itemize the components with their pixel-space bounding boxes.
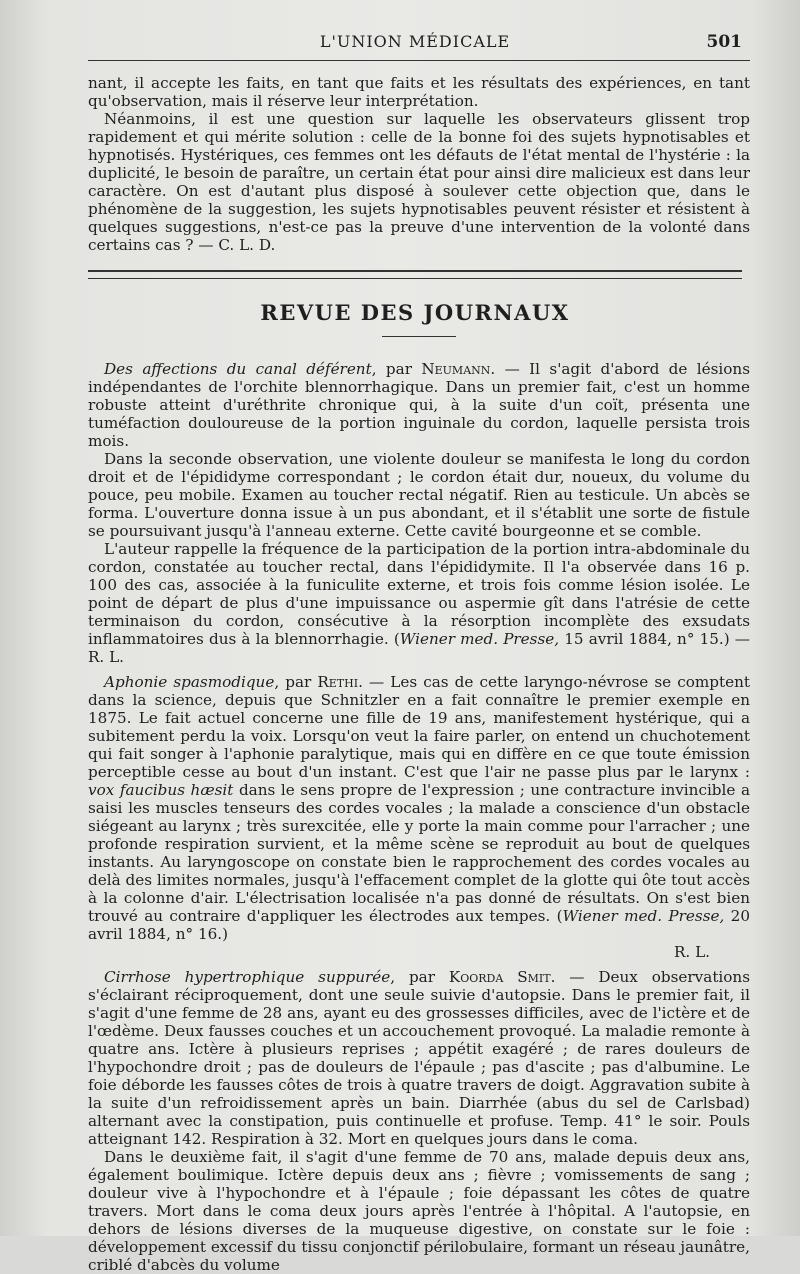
- article-3-author: Koorda Smit: [448, 968, 551, 986]
- page-header: [88, 32, 742, 54]
- article-2-text-b: dans le sens propre de l'expression ; une contracture invincible a saisi les muscles tenseurs des cordes vocales ; la malade a conscience d'un obstacle siégeant au larynx ; très surexcitée, elle y porte la main comme pour l'arracher ; une profonde respiration survient, et la même scène se reproduit au bout de quelques instants. Au laryngoscope on constate bien le rapprochement des cordes vocales au delà des limites normales, jusqu'à l'effacement complet de la glotte qui ôte tout accès à la colonne d'air. L'électrisation localisée n'a pas donné de résultats. On s'est bien trouvé au contraire d'appliquer les électrodes aux tempes. (: [88, 781, 750, 925]
- article-1-paragraph-1: [88, 360, 750, 450]
- article-2-paragraph-1: [88, 673, 750, 943]
- article-2-par: , par: [274, 673, 318, 691]
- running-title: L'UNION MÉDICALE: [319, 32, 511, 51]
- article-2-text-a: . — Les cas de cette laryngo-névrose se comptent dans la science, depuis que Schnitzler en a fait connaître le premier exemple en 1875. Le fait actuel concerne une fille de 19 ans, manifestement hystérique, qui a subitement perdu la voix. Lorsqu'on veut la faire parler, on entend un chuchotement qui fait songer à l'aphonie paralytique, mais qui en diffère en ce que toute émission perceptible cesse au bout d'un instant. C'est que l'air ne passe plus par le larynx :: [88, 673, 750, 781]
- intro-paragraph-2: Néanmoins, il est une question sur laquelle les observateurs glissent trop rapidement et qui mérite solution : celle de la bonne foi des sujets hypnotisables et hypnotisés. Hystériques, ces femmes ont les défauts de l'état mental de l'hystérie : la duplicité, le besoin de paraître, un certain état pour ainsi dire malicieux est dans leur caractère. On est d'autant plus disposé à soulever cette objection que, dans le phénomène de la suggestion, les sujets hypnotisables peuvent résister et résistent à quelques suggestions, n'est-ce pas la preuve d'une intervention de la volonté dans certains cas ? — C. L. D.: [88, 110, 750, 254]
- header-rule: [88, 60, 750, 61]
- article-1-citation: 15 avril 1884, n° 15.) — R. L.: [88, 630, 750, 666]
- article-3-title: Cirrhose hypertrophique suppurée: [104, 968, 391, 986]
- article-1-title: Des affections du canal déférent: [104, 360, 372, 378]
- journal-reviews: [88, 360, 750, 1274]
- article-2-signature: R. L.: [673, 943, 710, 961]
- intro-paragraph-1: nant, il accepte les faits, en tant que faits et les résultats des expériences, en tant qu'observation, mais il réserve leur interprétation.: [88, 74, 750, 110]
- article-1-text: . — Il s'agit d'abord de lésions indépendantes de l'orchite blennorrhagique. Dans un premier fait, c'est un homme robuste atteint d'uréthrite chronique qui, à la suite d'un coït, présenta une tuméfaction douloureuse de la portion inguinale du cordon, laquelle persista trois mois.: [88, 360, 750, 450]
- article-3-par: , par: [390, 968, 449, 986]
- intro-text: [88, 74, 750, 254]
- article-1-par: , par: [371, 360, 422, 378]
- section-divider: [88, 270, 742, 279]
- article-1-journal: Wiener med. Presse,: [399, 630, 560, 648]
- page-number: 501: [706, 32, 742, 52]
- section-title: REVUE DES JOURNAUX: [260, 300, 570, 325]
- section-title-rule: [382, 336, 456, 337]
- article-2-author: Rethi: [317, 673, 359, 691]
- article-1-author: Neumann: [421, 360, 491, 378]
- article-2-latin: vox faucibus hæsit: [88, 781, 234, 799]
- article-3-paragraph-2: Dans le deuxième fait, il s'agit d'une femme de 70 ans, malade depuis deux ans, également boulimique. Ictère depuis deux ans ; fièvre ; vomissements de sang ; douleur vive à l'hypochondre et à l'épaule ; foie dépassant les côtes de quatre travers. Mort dans le coma deux jours après l'entrée à l'hôpital. A l'autopsie, en dehors de lésions diverses de la muqueuse digestive, on constate sur le foie : développement excessif du tissu conjonctif périlobulaire, formant un réseau jaunâtre, criblé d'abcès du volume: [88, 1148, 750, 1274]
- article-3-text: . — Deux observations s'éclairant réciproquement, dont une seule suivie d'autopsie. Dans le premier fait, il s'agit d'une femme de 28 ans, ayant eu des grossesses difficiles, avec de l'ictère et de l'œdème. Deux fausses couches et un accouchement provoqué. La maladie remonte à quatre ans. Ictère à plusieurs reprises ; appétit exagéré ; de rares douleurs de l'hypochondre droit ; pas de douleurs de l'épaule ; pas d'ascite ; pas d'albumine. Le foie déborde les fausses côtes de trois à quatre travers de doigt. Aggravation subite à la suite d'un refroidissement après un bain. Diarrhée (abus du sel de Carlsbad) alternant avec la constipation, puis continuelle et profuse. Temp. 41° le soir. Pouls atteignant 142. Respiration à 32. Mort en quelques jours dans le coma.: [88, 968, 750, 1148]
- article-2-citation: 20 avril 1884, n° 16.): [88, 907, 750, 943]
- article-1-paragraph-3: [88, 540, 750, 666]
- article-1-p3-text: L'auteur rappelle la fréquence de la participation de la portion intra-abdominale du cordon, constatée au toucher rectal, dans l'épididymite. Il l'a observée dans 16 p. 100 des cas, associée à la funiculite externe, et trois fois comme lésion isolée. Le point de départ de plus d'une impuissance ou aspermie gît dans l'atrésie de cette terminaison du cordon, consécutive à la résorption incomplète des exsudats inflammatoires dus à la blennorrhagie. (: [88, 540, 750, 648]
- article-2-title: Aphonie spasmodique: [104, 673, 275, 691]
- article-2-journal: Wiener med. Presse,: [562, 907, 725, 925]
- article-1-paragraph-2: Dans la seconde observation, une violente douleur se manifesta le long du cordon droit et de l'épididyme correspondant ; le cordon était dur, noueux, du volume du pouce, peu mobile. Examen au toucher rectal négatif. Rien au testicule. Un abcès se forma. L'ouverture donna issue à un pus abondant, et il s'établit une sorte de fistule se poursuivant jusqu'à l'anneau externe. Cette cavité bourgeonne et se comble.: [88, 450, 750, 540]
- article-3-paragraph-1: [88, 968, 750, 1148]
